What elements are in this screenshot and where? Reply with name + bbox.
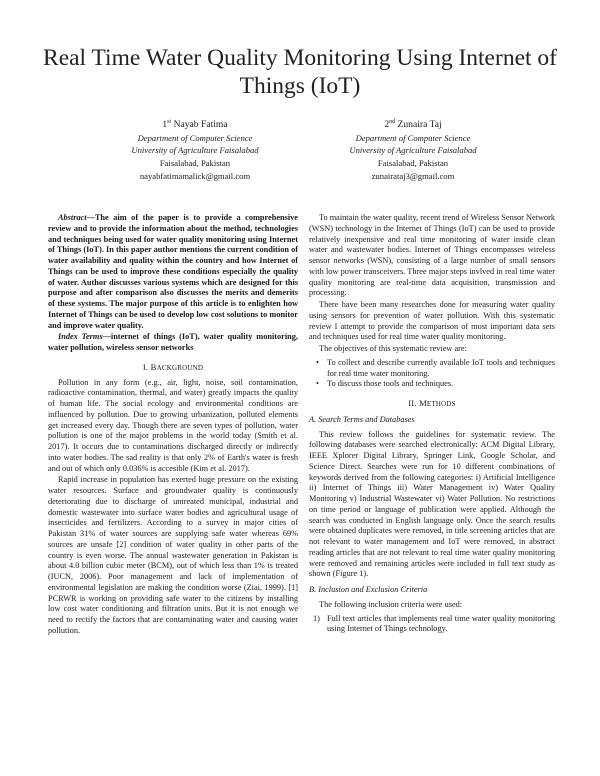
author-email: zunairataj3@gmail.com [371, 170, 455, 181]
author-name: 2nd Zunaira Taj [384, 119, 442, 131]
objectives-list [309, 358, 555, 390]
inclusion-list [309, 614, 555, 636]
paragraph: This review follows the guidelines for systematic review. The following databases were searched electronically: ACM Digital Library, IEEE Xplorer Digital Library, Springer Link, Google Scholar, and Science Direct. Searches were run for 10 different combinations of keywords derived from the following categories: i) Artificial Intelligence ii) Internet of Things iii) Water Management iv) Water Quality Monitoring v) Industrial Wastewater vi) Water Pollution. No restrictions on time period or language of publication were applied. Although the search was conducted in English language only. Once the search results were obtained duplicates were removed, in title screening articles that are not relevant to water management and IoT were removed, in abstract reading articles that are not relevant to real time water quality monitoring were removed and remaining articles were included in full text study as shown (Figure 1). [309, 429, 555, 579]
left-column [48, 213, 298, 637]
list-item: 1) Full text articles that implements real time water quality monitoring using Internet of Things technology. [313, 613, 555, 634]
subsection-heading-search: A. Search Terms and Databases [309, 414, 415, 424]
index-terms: Index Terms—internet of things (IoT), water quality monitoring, water pollution, wireless sensor networks [48, 332, 298, 352]
paragraph: Pollution in any form (e.g., air, light, noise, soil contamination, radioactive contamination, thermal, and water) greatly impacts the quality of human life. The social ecology and environmental conditions are influenced by pollution. Due to growing urbanization, polluted elements get increased every day. Though there are seven types of pollution, water pollution is one of the major problems in the world today (Smith et al. 2017). It occurs due to contaminations discharged directly or indirectly into water bodies. The sad reality is that only 2% of Earth's water is fresh and out of which only 0.036% is accesible (Kim et al. 2017). [48, 377, 298, 473]
right-column [309, 213, 555, 635]
author-department: Department of Computer Science [355, 132, 471, 143]
paper-title: Real Time Water Quality Monitoring Using Internet of Things (IoT) [43, 45, 557, 99]
author-block-2 [298, 116, 528, 182]
paragraph: The following inclusion criteria were used: [319, 599, 463, 609]
paragraph: To maintain the water quality, recent trend of Wireless Sensor Network (WSN) technology in the Internet of Things (IoT) can be used to provide relatively inexpensive and real time monitoring of water inside clean water and wastewater bodies. Internet of Things encompasses wireless sensor networks (WSN), consisting of a large number of small sensors with low power transceivers. Three major steps invlved in real time water quality monitoring are real-time data acquisition, transmission and processing. [309, 213, 555, 298]
author-university: University of Agriculture Faisalabad [131, 145, 259, 156]
author-name: 1st Nayab Fatima [162, 119, 228, 131]
author-city: Faisalabad, Pakistan [377, 157, 449, 168]
author-city: Faisalabad, Pakistan [159, 157, 231, 168]
author-department: Department of Computer Science [137, 132, 253, 143]
abstract: Abstract—The aim of the paper is to provide a comprehensive review and to provide the information about the method, technologies and techniques being used for water quality monitoring using Internet of Things (IoT). In this paper author mentions the current condition of water availability and quality within the country and how Internet of Things can be used to improve these conditions especially the quality of water. Author discusses various systems which are designed for this purpose and after comparison also discusses the merits and demerits of these systems. The major purpose of this article is to enlighten how Internet of Things can be used to develop low cost solutions to monitor and improve water quality. [48, 213, 298, 330]
subsection-heading-inclusion: B. Inclusion and Exclusion Criteria [309, 585, 428, 594]
author-block-1 [80, 116, 310, 182]
author-email: nayabfatimamalick@gmail.com [139, 170, 251, 181]
paragraph: There have been many researches done for measuring water quality using sensors for prevention of water pollution. With this systematic review I attempt to provide the comparison of most important data sets and techniques used for real time water quality monitoring. [309, 300, 555, 342]
paragraph: Rapid increase in population has exerted huge pressure on the existing water resources. Surface and groundwater quality is continuously deteriorating due to discharge of untreated municipal, industrial and domestic wastewater into surface water bodies and agricultural usage of insecticides and fertilizers. According to a survey in major cities of Pakistan 31% of water sources are supplying safe water whereas 69% sources are unsafe [2] condition of water quality in other parts of the country is even worse. The annual wastewater generation in Pakistan is about 4.0 billion cubic meter (BCM), out of which less than 1% is treated (IUCN, 2006). Poor management and lack of implementation of environmental legislation are making the condition worse (Ziai, 1999). [1] PCRWR is working on providing safe water to the citizens by installing low cost water conditioning and filtration units. But it is not enough we need to rectify the factors that are contaminating water and causing water pollution. [48, 475, 298, 635]
list-item: • To collect and describe currently available IoT tools and techniques for real time water monitoring. [309, 358, 555, 380]
author-university: University of Agriculture Faisalabad [349, 145, 477, 156]
section-heading-methods: II. METHODS [408, 398, 456, 408]
section-heading-background: I. BACKGROUND [142, 361, 204, 372]
paragraph: The objectives of this systematic review are: [319, 344, 467, 353]
list-item: • To discuss those tools and techniques. [309, 379, 555, 390]
